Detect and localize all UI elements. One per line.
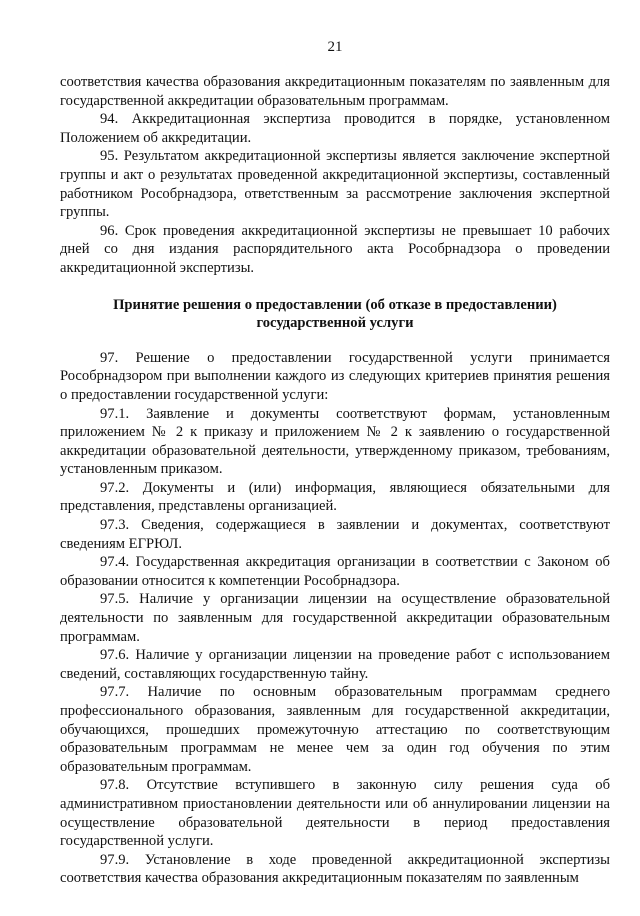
paragraph-96: 96. Срок проведения аккредитационной экспертизы не превышает 10 рабочих дней со дня издания распорядительного акта Рособрнадзора о проведении аккредитационной экспертизы. — [60, 222, 610, 276]
paragraph-97-3: 97.3. Сведения, содержащиеся в заявлении и документах, соответствуют сведениям ЕГРЮЛ. — [60, 517, 610, 552]
paragraph-97-5: 97.5. Наличие у организации лицензии на осуществление образовательной деятельности по заявленным для государственной аккредитации образовательным программам. — [60, 591, 610, 645]
paragraph-continuation: соответствия качества образования аккредитационным показателям по заявленным для государственной аккредитации образовательным программам. — [60, 74, 610, 109]
paragraph-94: 94. Аккредитационная экспертиза проводится в порядке, установленном Положением об аккредитации. — [60, 111, 610, 146]
page-number: 21 — [327, 39, 343, 55]
top-section — [60, 73, 610, 278]
paragraph-95: 95. Результатом аккредитационной экспертизы является заключение экспертной группы и акт о результатах проведенной аккредитационной экспертизы, составленный работником Рособрнадзора, ответственным за рассмотрение заключения экспертной группы. — [60, 148, 610, 221]
bottom-section — [60, 349, 610, 888]
paragraph-97: 97. Решение о предоставлении государственной услуги принимается Рособрнадзором при выполнении каждого из следующих критериев принятия решения о предоставлении государственной услуги: — [60, 349, 610, 403]
paragraph-97-4: 97.4. Государственная аккредитация организации в соответствии с Законом об образовании относится к компетенции Рособрнадзора. — [60, 554, 610, 589]
document-body — [60, 73, 610, 888]
paragraph-97-2: 97.2. Документы и (или) информация, являющиеся обязательными для представления, представлены организацией. — [60, 479, 610, 515]
paragraph-97-1: 97.1. Заявление и документы соответствуют формам, установленным приложением № 2 к приказу и приложением № 2 к заявлению о государственной аккредитации образовательной деятельности, утвержденному приказом, требованиям, установленным приказом. — [60, 405, 610, 478]
paragraph-97-6: 97.6. Наличие у организации лицензии на проведение работ с использованием сведений, составляющих государственную тайну. — [60, 647, 610, 682]
paragraph-97-9: 97.9. Установление в ходе проведенной аккредитационной экспертизы соответствия качества образования аккредитационным показателям по заявленным — [60, 851, 610, 887]
paragraph-97-8: 97.8. Отсутствие вступившего в законную силу решения суда об административном приостановлении деятельности или об аннулировании лицензии на осуществление образовательной деятельности в период предоставления государственной услуги. — [60, 777, 610, 850]
paragraph-97-7: 97.7. Наличие по основным образовательным программам среднего профессионального образования, заявленным для государственной аккредитации, обучающихся, прошедших промежуточную аттестацию по соответствующим образовательным программам не менее чем за один год обучения по этим образовательным программам. — [60, 684, 610, 775]
section-heading: Принятие решения о предоставлении (об отказе в предоставлении) государственной услуги — [113, 296, 557, 332]
